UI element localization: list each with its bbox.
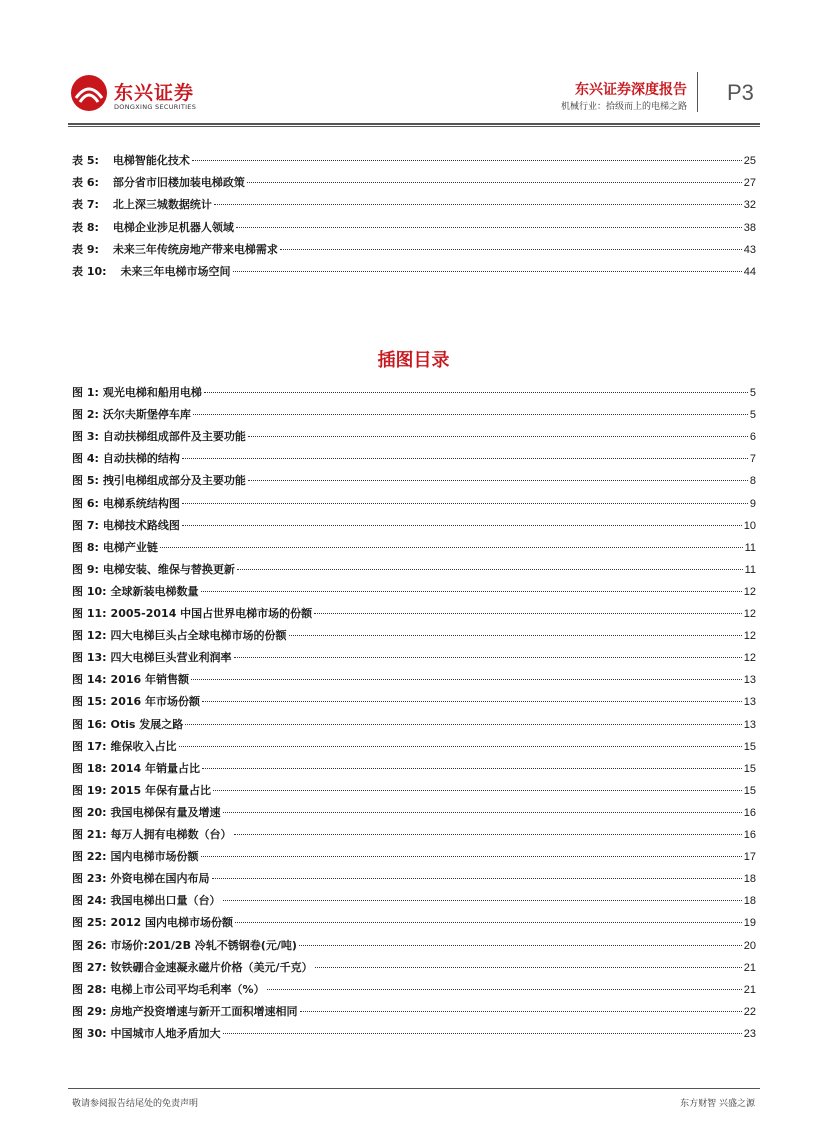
toc-entry-label: 表 5: — [72, 154, 99, 167]
toc-dot-leader — [248, 480, 748, 481]
toc-entry-label: 图 22: — [72, 850, 107, 864]
toc-table-entry[interactable] — [72, 219, 756, 235]
toc-entry-page: 18 — [743, 895, 756, 908]
toc-entry-label: 表 9: — [72, 242, 99, 256]
toc-entry-label: 图 27: — [72, 960, 107, 974]
toc-figure-entry[interactable] — [72, 495, 756, 511]
toc-entry-label: 图 2: — [72, 408, 99, 422]
report-subtitle: 机械行业：拾级而上的电梯之路 — [560, 102, 687, 112]
toc-entry-page: 21 — [743, 983, 756, 996]
toc-entry-label: 表 8: — [72, 220, 99, 234]
toc-dot-leader — [201, 856, 742, 857]
toc-entry-title: 2014 年销量占比 — [110, 761, 200, 775]
toc-entry-label: 图 19: — [72, 783, 107, 797]
toc-entry-page: 12 — [743, 652, 756, 665]
toc-entry-title: 电梯上市公司平均毛利率（%） — [110, 982, 265, 996]
toc-entry-title: 四大电梯巨头营业利润率 — [110, 651, 232, 665]
toc-entry-label: 图 25: — [72, 916, 107, 930]
toc-figure-entry[interactable] — [72, 517, 756, 533]
toc-dot-leader — [233, 271, 742, 272]
toc-dot-leader — [185, 724, 741, 725]
toc-entry-label: 图 26: — [72, 938, 107, 952]
toc-figure-entry[interactable] — [72, 450, 756, 466]
toc-entry-page: 13 — [743, 718, 756, 731]
toc-entry-title: 部分省市旧楼加装电梯政策 — [112, 176, 245, 190]
toc-entry-page: 22 — [743, 1005, 756, 1018]
toc-figure-entry[interactable] — [72, 561, 756, 577]
toc-figure-entry[interactable] — [72, 826, 756, 842]
report-title: 东兴证券深度报告 — [575, 82, 687, 98]
toc-dot-leader — [202, 768, 742, 769]
toc-entry-page: 11 — [744, 563, 756, 576]
header-rule — [68, 123, 760, 125]
toc-figure-entry[interactable] — [72, 539, 756, 555]
logo-text-cn: 东兴证券 — [114, 82, 195, 104]
toc-entry-label: 图 3: — [72, 430, 99, 444]
toc-entry-page: 9 — [749, 497, 756, 510]
toc-entry-label: 表 10: — [72, 265, 107, 278]
toc-dot-leader — [182, 458, 748, 459]
toc-entry-title: 电梯智能化技术 — [112, 154, 190, 167]
toc-entry-label: 图 6: — [72, 496, 99, 510]
toc-entry-page: 38 — [743, 221, 756, 234]
toc-entry-page: 5 — [749, 409, 756, 422]
toc-dot-leader — [213, 790, 742, 791]
toc-entry-title: 沃尔夫斯堡停车库 — [102, 408, 191, 422]
toc-entry-label: 图 8: — [72, 540, 99, 554]
toc-dot-leader — [247, 182, 742, 183]
toc-table-entry[interactable] — [72, 152, 756, 168]
toc-figure-entry[interactable] — [72, 848, 756, 864]
toc-entry-label: 图 10: — [72, 584, 107, 598]
toc-entry-title: 2015 年保有量占比 — [110, 783, 211, 797]
toc-entry-label: 图 11: — [72, 607, 107, 620]
toc-entry-title: 国内电梯市场份额 — [110, 850, 199, 864]
toc-entry-page: 6 — [749, 431, 756, 444]
toc-entry-title: 电梯企业涉足机器人领域 — [112, 220, 234, 234]
toc-dot-leader — [314, 613, 742, 614]
toc-entry-page: 16 — [743, 829, 756, 841]
toc-entry-page: 12 — [743, 630, 756, 643]
toc-entry-page: 5 — [749, 387, 756, 399]
toc-dot-leader — [237, 569, 743, 570]
toc-entry-label: 图 18: — [72, 761, 107, 775]
logo-icon — [70, 74, 108, 112]
toc-figure-entry[interactable] — [72, 428, 756, 444]
toc-entry-title: 2012 国内电梯市场份额 — [110, 916, 233, 930]
toc-entry-title: 维保收入占比 — [110, 739, 177, 753]
toc-dot-leader — [236, 227, 742, 228]
toc-entry-title: 每万人拥有电梯数（台） — [110, 828, 232, 841]
toc-dot-leader — [235, 922, 742, 923]
toc-dot-leader — [212, 878, 742, 879]
toc-entry-label: 图 29: — [72, 1004, 107, 1018]
toc-entry-label: 图 23: — [72, 872, 107, 886]
toc-dot-leader — [289, 635, 742, 636]
toc-entry-label: 图 24: — [72, 894, 107, 908]
toc-entry-label: 图 30: — [72, 1026, 107, 1040]
toc-entry-title: 电梯技术路线图 — [102, 518, 180, 532]
toc-entry-label: 表 6: — [72, 176, 99, 190]
toc-figure-entry[interactable] — [72, 914, 756, 930]
toc-entry-title: 未来三年电梯市场空间 — [120, 265, 231, 278]
toc-entry-label: 图 15: — [72, 695, 107, 709]
toc-entry-label: 图 7: — [72, 518, 99, 532]
toc-figure-entry[interactable] — [72, 870, 756, 886]
toc-entry-page: 11 — [744, 541, 756, 554]
toc-entry-page: 43 — [743, 243, 756, 256]
toc-dot-leader — [223, 900, 742, 901]
toc-entry-title: 外资电梯在国内布局 — [110, 872, 210, 886]
toc-table-entry[interactable] — [72, 174, 756, 190]
toc-entry-page: 10 — [743, 519, 756, 532]
toc-entry-label: 图 21: — [72, 828, 107, 841]
toc-dot-leader — [223, 1033, 742, 1034]
toc-entry-title: 电梯系统结构图 — [102, 496, 180, 510]
toc-entry-title: 2005-2014 中国占世界电梯市场的份额 — [110, 607, 313, 620]
toc-dot-leader — [193, 414, 748, 415]
toc-dot-leader — [214, 204, 742, 205]
toc-entry-title: 自动扶梯组成部件及主要功能 — [102, 430, 246, 444]
toc-figure-entry[interactable] — [72, 1003, 756, 1019]
toc-entry-title: 我国电梯出口量（台） — [110, 894, 221, 908]
toc-figure-entry[interactable] — [72, 671, 756, 687]
toc-figure-entry[interactable] — [72, 384, 756, 400]
toc-entry-title: 电梯安装、维保与替换更新 — [102, 562, 235, 576]
toc-figure-entry[interactable] — [72, 406, 756, 422]
toc-dot-leader — [223, 812, 742, 813]
toc-figure-entry[interactable] — [72, 693, 756, 709]
toc-figure-entry[interactable] — [72, 782, 756, 798]
toc-entry-label: 图 4: — [72, 452, 99, 466]
toc-figure-entry[interactable] — [72, 1025, 756, 1041]
toc-entry-title: 钕铁硼合金速凝永磁片价格（美元/千克） — [110, 960, 313, 974]
toc-entry-page: 21 — [743, 961, 756, 974]
toc-figure-entry[interactable] — [72, 892, 756, 908]
toc-entry-title: 观光电梯和船用电梯 — [102, 386, 202, 399]
toc-entry-title: 我国电梯保有量及增速 — [110, 805, 221, 819]
header-divider — [697, 72, 698, 112]
footer-slogan: 东方财智 兴盛之源 — [680, 1099, 755, 1109]
toc-entry-page: 27 — [743, 177, 756, 190]
toc-dot-leader — [267, 989, 742, 990]
toc-dot-leader — [192, 160, 742, 161]
toc-dot-leader — [300, 1011, 742, 1012]
toc-figure-entry[interactable] — [72, 804, 756, 820]
toc-entry-page: 12 — [743, 608, 756, 620]
toc-figure-entry[interactable] — [72, 627, 756, 643]
toc-dot-leader — [191, 679, 742, 680]
logo-text-en: DONGXING SECURITIES — [114, 103, 197, 111]
toc-dot-leader — [201, 591, 742, 592]
toc-figure-entry[interactable] — [72, 716, 756, 732]
toc-figure-entry[interactable] — [72, 981, 756, 997]
toc-dot-leader — [202, 701, 742, 702]
toc-entry-title: 自动扶梯的结构 — [102, 452, 180, 466]
toc-entry-title: 2016 年销售额 — [110, 673, 189, 687]
toc-dot-leader — [315, 967, 742, 968]
toc-entry-title: 拽引电梯组成部分及主要功能 — [102, 474, 246, 488]
toc-figure-entry[interactable] — [72, 649, 756, 665]
toc-entry-title: 全球新装电梯数量 — [110, 584, 199, 598]
toc-entry-label: 图 9: — [72, 562, 99, 576]
toc-entry-title: 四大电梯巨头占全球电梯市场的份额 — [110, 629, 287, 643]
footer-disclaimer: 敬请参阅报告结尾处的免责声明 — [72, 1099, 199, 1109]
toc-entry-page: 16 — [743, 806, 756, 819]
toc-entry-title: 北上深三城数据统计 — [112, 198, 212, 212]
toc-entry-page: 7 — [749, 453, 756, 466]
toc-dot-leader — [299, 945, 742, 946]
toc-entry-label: 图 5: — [72, 474, 99, 488]
toc-entry-label: 图 14: — [72, 673, 107, 687]
header-rule-thin — [68, 126, 760, 127]
toc-entry-page: 32 — [743, 199, 756, 212]
toc-figure-entry[interactable] — [72, 937, 756, 953]
toc-entry-page: 12 — [743, 585, 756, 598]
toc-dot-leader — [234, 834, 742, 835]
toc-entry-label: 图 20: — [72, 805, 107, 819]
figure-list-heading: 插图目录 — [377, 350, 450, 371]
toc-entry-page: 15 — [743, 740, 756, 753]
toc-entry-label: 表 7: — [72, 198, 99, 212]
toc-dot-leader — [179, 746, 742, 747]
toc-figure-entry[interactable] — [72, 472, 756, 488]
toc-entry-title: 未来三年传统房地产带来电梯需求 — [112, 242, 278, 256]
toc-table-entry[interactable] — [72, 241, 756, 257]
toc-entry-page: 13 — [743, 696, 756, 709]
toc-figure-entry[interactable] — [72, 605, 756, 621]
toc-dot-leader — [234, 657, 742, 658]
toc-entry-page: 15 — [743, 784, 756, 797]
toc-figure-entry[interactable] — [72, 760, 756, 776]
toc-entry-page: 8 — [749, 475, 756, 488]
toc-entry-title: 房地产投资增速与新开工面积增速相同 — [110, 1004, 298, 1018]
toc-entry-page: 44 — [743, 266, 756, 278]
toc-entry-page: 15 — [743, 762, 756, 775]
toc-dot-leader — [182, 503, 748, 504]
toc-entry-label: 图 17: — [72, 739, 107, 753]
toc-entry-title: 市场价:201/2B 冷轧不锈钢卷(元/吨) — [110, 938, 297, 952]
toc-figure-entry[interactable] — [72, 959, 756, 975]
toc-table-entry[interactable] — [72, 196, 756, 212]
toc-entry-title: 中国城市人地矛盾加大 — [110, 1026, 221, 1040]
toc-entry-title: 2016 年市场份额 — [110, 695, 200, 709]
toc-dot-leader — [160, 547, 743, 548]
page-number: P3 — [727, 80, 754, 105]
toc-entry-title: Otis 发展之路 — [110, 717, 184, 731]
toc-dot-leader — [248, 436, 748, 437]
toc-entry-label: 图 28: — [72, 982, 107, 996]
toc-entry-page: 20 — [743, 939, 756, 952]
toc-entry-page: 18 — [743, 873, 756, 886]
toc-entry-page: 13 — [743, 674, 756, 687]
toc-table-entry[interactable] — [72, 263, 756, 279]
toc-figure-entry[interactable] — [72, 583, 756, 599]
toc-entry-label: 图 16: — [72, 717, 107, 731]
toc-entry-page: 19 — [743, 917, 756, 930]
toc-entry-label: 图 1: — [72, 386, 99, 399]
toc-entry-title: 电梯产业链 — [102, 540, 158, 554]
toc-dot-leader — [182, 525, 742, 526]
toc-entry-page: 17 — [743, 851, 756, 864]
footer-rule — [68, 1088, 760, 1089]
toc-entry-page: 25 — [743, 155, 756, 167]
toc-dot-leader — [204, 392, 748, 393]
toc-entry-page: 23 — [743, 1027, 756, 1040]
toc-figure-entry[interactable] — [72, 738, 756, 754]
toc-entry-label: 图 12: — [72, 629, 107, 643]
toc-entry-label: 图 13: — [72, 651, 107, 665]
company-logo — [70, 74, 210, 114]
toc-dot-leader — [280, 249, 742, 250]
